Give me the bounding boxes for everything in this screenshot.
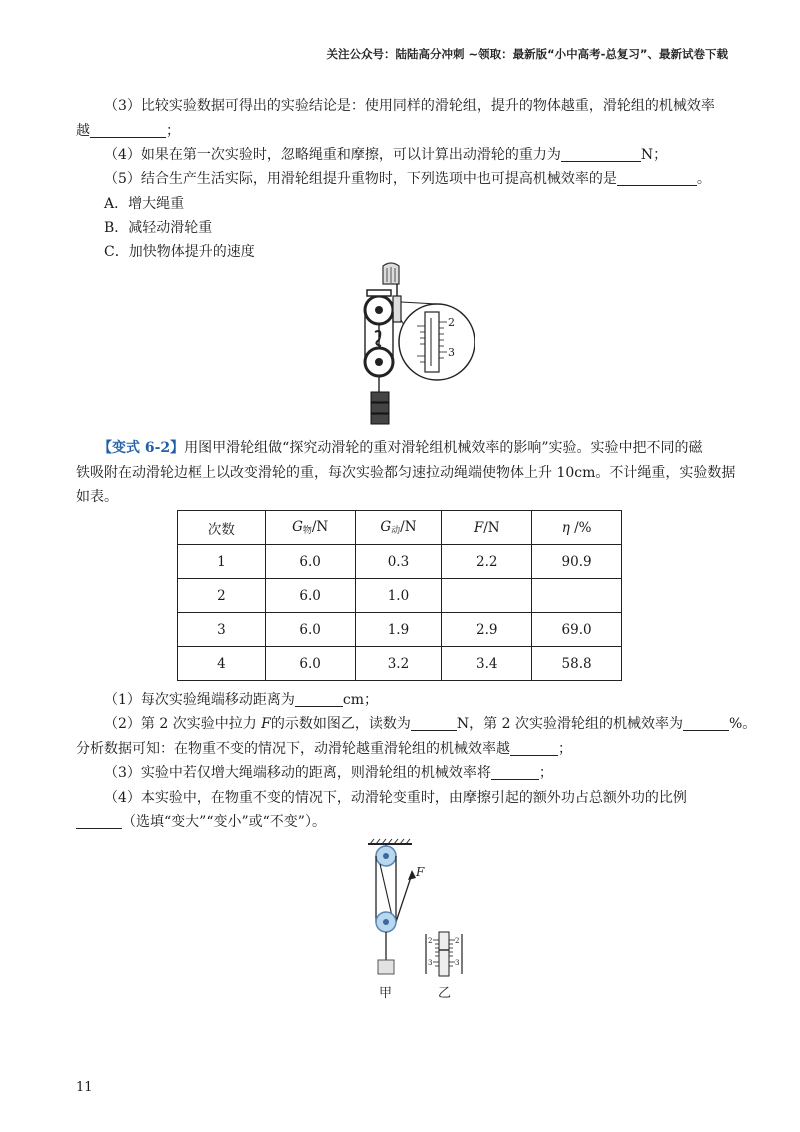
- table-row: [178, 647, 622, 681]
- answer-blank[interactable]: [683, 716, 729, 731]
- variant-line-3: 如表。: [76, 489, 118, 505]
- table-cell: 69.0: [532, 613, 622, 647]
- question-3-cont: 越 ；: [76, 123, 180, 139]
- table-header: 次数: [178, 511, 266, 545]
- pulley-spring-scale-figure: [345, 262, 475, 426]
- table-cell: 6.0: [265, 613, 355, 647]
- sub-question-2-analysis: 分析数据可知：在物重不变的情况下，动滑轮越重滑轮组的机械效率越 ；: [76, 741, 572, 757]
- force-label: F: [416, 865, 425, 879]
- table-cell: [532, 579, 622, 613]
- table-row: [178, 545, 622, 579]
- option-a: A．增大绳重: [104, 196, 185, 212]
- table-header-row: [178, 511, 622, 545]
- table-cell: 1: [178, 545, 266, 579]
- table-cell: 3: [178, 613, 266, 647]
- answer-blank[interactable]: [411, 716, 457, 731]
- table-cell: 6.0: [265, 545, 355, 579]
- table-row: [178, 613, 622, 647]
- table-header: $G_物/N$: [265, 511, 355, 545]
- answer-blank[interactable]: [617, 171, 697, 186]
- table-cell: 90.9: [532, 545, 622, 579]
- table-cell: 4: [178, 647, 266, 681]
- question-4: （4）如果在第一次实验时，忽略绳重和摩擦，可以计算出动滑轮的重力为 N；: [104, 147, 668, 163]
- table-header: F/N: [442, 511, 532, 545]
- table-cell: 2: [178, 579, 266, 613]
- table-header: η /%: [532, 511, 622, 545]
- label-jia: 甲: [379, 986, 393, 1001]
- question-3: （3）比较实验数据可得出的实验结论是：使用同样的滑轮组，提升的物体越重，滑轮组的机械效率: [104, 98, 715, 114]
- scale-label-2-right: 2: [455, 937, 460, 945]
- page-header: 关注公众号：陆陆高分冲刺 ~领取：最新版“小中高考-总复习”、最新试卷下载: [326, 47, 728, 61]
- table-cell: 6.0: [265, 647, 355, 681]
- pulley-figure-jia-yi: [350, 838, 480, 1004]
- variant-line-2: 铁吸附在动滑轮边框上以改变滑轮的重，每次实验都匀速拉动绳端使物体上升 10cm。不计绳重，实验数据: [76, 465, 736, 481]
- answer-blank[interactable]: [295, 692, 343, 707]
- table-cell: 3.2: [355, 647, 442, 681]
- scale-label-2-left: 2: [428, 937, 433, 945]
- question-5: （5）结合生产生活实际，用滑轮组提升重物时，下列选项中也可提高机械效率的是 。: [104, 171, 711, 187]
- table-cell: 2.2: [442, 545, 532, 579]
- sub-question-2: （2）第 2 次实验中拉力 F的示数如图乙，读数为 N，第 2 次实验滑轮组的机械效率为 %。: [104, 716, 757, 732]
- table-cell: 2.9: [442, 613, 532, 647]
- sub-question-1: （1）每次实验绳端移动距离为 cm；: [104, 692, 379, 708]
- table-cell: [442, 579, 532, 613]
- table-row: [178, 579, 622, 613]
- option-b: B．减轻动滑轮重: [104, 220, 213, 236]
- scale-label-3: 3: [448, 346, 455, 359]
- scale-label-3-right: 3: [455, 959, 460, 967]
- table-cell: 0.3: [355, 545, 442, 579]
- answer-blank[interactable]: [510, 741, 558, 756]
- sub-question-4: （4）本实验中，在物重不变的情况下，动滑轮变重时，由摩擦引起的额外功占总额外功的比例: [104, 790, 687, 806]
- scale-label-3-left: 3: [428, 959, 433, 967]
- answer-blank[interactable]: [76, 814, 122, 829]
- table-cell: 3.4: [442, 647, 532, 681]
- label-yi: 乙: [438, 986, 452, 1001]
- sub-question-4-cont: （选填“变大”“变小”或“不变”）。: [76, 812, 728, 832]
- answer-blank[interactable]: [90, 123, 166, 138]
- variant-tag: 【变式 6-2】: [98, 440, 185, 456]
- table-header: $G_动/N$: [355, 511, 442, 545]
- option-c: C．加快物体提升的速度: [104, 244, 255, 260]
- table-cell: 6.0: [265, 579, 355, 613]
- page-number: 11: [76, 1080, 93, 1095]
- answer-blank[interactable]: [561, 147, 641, 162]
- variant-intro: 【变式 6-2】用图甲滑轮组做“探究动滑轮的重对滑轮组机械效率的影响”实验。实验中把不同的磁: [98, 440, 703, 456]
- data-table: [177, 510, 622, 681]
- answer-blank[interactable]: [491, 765, 539, 780]
- table-cell: 1.9: [355, 613, 442, 647]
- scale-label-2: 2: [448, 316, 455, 329]
- table-cell: 1.0: [355, 579, 442, 613]
- table-cell: 58.8: [532, 647, 622, 681]
- sub-question-3: （3）实验中若仅增大绳端移动的距离，则滑轮组的机械效率将 ；: [104, 765, 553, 781]
